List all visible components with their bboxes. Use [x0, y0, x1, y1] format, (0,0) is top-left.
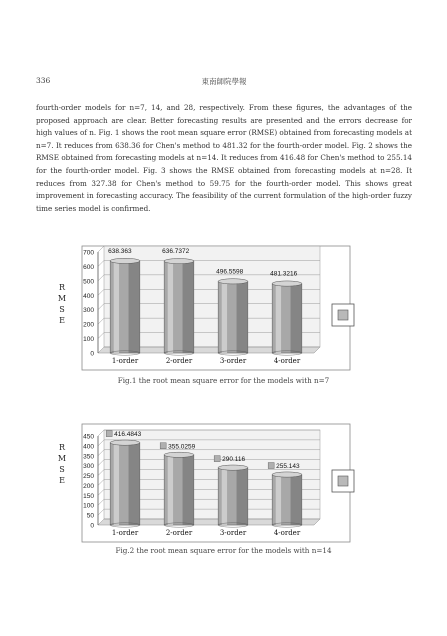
bar-shade — [129, 261, 140, 353]
y-tick-label: 0 — [90, 522, 94, 530]
y-tick-label: 0 — [90, 350, 94, 358]
x-tick-label: 3-order — [219, 357, 247, 365]
bar-shade — [237, 281, 248, 353]
bar-top — [272, 472, 302, 477]
data-label: 636.7372 — [162, 248, 190, 256]
y-axis-label-letter: E — [59, 316, 65, 325]
x-tick-label: 2-order — [165, 529, 193, 537]
y-tick-label: 150 — [83, 492, 94, 500]
y-tick-label: 350 — [83, 453, 94, 461]
bar-shade — [291, 284, 302, 353]
data-label: 416.4843 — [114, 431, 142, 439]
y-axis-label-letter: M — [57, 454, 67, 463]
x-tick-label: 4-order — [273, 529, 301, 537]
y-tick-label: 500 — [83, 278, 94, 286]
data-label: 496.5598 — [216, 268, 244, 276]
x-tick-label: 4-order — [273, 357, 301, 365]
bar-top — [164, 259, 194, 264]
y-tick-label: 400 — [83, 292, 94, 300]
data-label: 355.0259 — [168, 443, 196, 451]
y-tick-label: 100 — [83, 336, 94, 344]
y-axis-label-letter: E — [59, 476, 65, 485]
y-tick-label: 300 — [83, 463, 94, 471]
bar-highlight — [114, 261, 119, 353]
y-tick-label: 100 — [83, 502, 94, 510]
bar-highlight — [168, 261, 173, 353]
data-label: 481.3216 — [270, 270, 298, 278]
data-label-marker — [160, 443, 166, 449]
legend-swatch — [338, 476, 348, 486]
data-label-marker — [214, 456, 220, 462]
paragraph-text: fourth-order models for n=7, 14, and 28, respectively. From these figures, the advantages of the proposed approach are clear. Better forecasting results are presented and the errors decrease for high values of n. Fig. 1 shows the root mean square error (RMSE) obtained from forecasting models at n=7. It reduces from 638.36 for Chen's method to 481.32 for the fourth-order model. Fig. 2 shows the RMSE obtained from forecasting models at n=14. It reduces from 416.48 for Chen's method to 255.14 for the fourth-order model. Fig. 3 shows the RMSE obtained from forecasting models at n=28. It reduces from 327.38 for Chen's method to 59.75 for the fourth-order model. This shows great improvement in forecasting accuracy. The feasibility of the current formulation of the high-order fuzzy time series model is confirmed. — [36, 103, 412, 213]
data-label: 255.143 — [276, 463, 300, 471]
data-label: 638.363 — [108, 247, 132, 255]
y-tick-label: 600 — [83, 263, 94, 271]
y-tick-label: 450 — [83, 433, 94, 441]
x-tick-label: 1-order — [111, 529, 139, 537]
bar-highlight — [276, 475, 281, 525]
y-axis-label-letter: R — [58, 283, 66, 292]
y-tick-label: 200 — [83, 482, 94, 490]
y-tick-label: 300 — [83, 307, 94, 315]
bar-top — [218, 279, 248, 284]
bar-top — [218, 465, 248, 470]
data-label-marker — [106, 431, 112, 437]
legend-swatch — [338, 310, 348, 320]
x-tick-label: 3-order — [219, 529, 247, 537]
bar-top — [272, 281, 302, 286]
bar-highlight — [114, 443, 119, 525]
data-label: 290.116 — [222, 456, 246, 464]
y-axis-label-letter: S — [59, 465, 65, 474]
y-axis-label-letter: S — [59, 305, 65, 314]
y-axis-label-letter: M — [57, 294, 67, 303]
bar-highlight — [168, 455, 173, 525]
bar-highlight — [222, 281, 227, 353]
bar-top — [110, 440, 140, 445]
bar-highlight — [276, 284, 281, 353]
figure-2-caption: Fig.2 the root mean square error for the models with n=14 — [115, 546, 332, 555]
y-tick-label: 400 — [83, 443, 94, 451]
y-tick-label: 250 — [83, 473, 94, 481]
page-number: 336 — [36, 76, 51, 85]
bar-shade — [183, 455, 194, 525]
bar-shade — [237, 468, 248, 525]
x-tick-label: 1-order — [111, 357, 139, 365]
journal-title: 東南師院學報 — [201, 77, 247, 86]
bar-shade — [129, 443, 140, 525]
figure-1-caption: Fig.1 the root mean square error for the models with n=7 — [117, 376, 330, 385]
x-tick-label: 2-order — [165, 357, 193, 365]
bar-top — [164, 452, 194, 457]
y-tick-label: 700 — [83, 249, 94, 257]
data-label-marker — [268, 463, 274, 469]
y-tick-label: 50 — [86, 512, 94, 520]
bar-shade — [291, 475, 302, 525]
bar-highlight — [222, 468, 227, 525]
y-axis-label-letter: R — [58, 443, 66, 452]
y-tick-label: 200 — [83, 321, 94, 329]
bar-top — [110, 258, 140, 263]
bar-shade — [183, 261, 194, 353]
